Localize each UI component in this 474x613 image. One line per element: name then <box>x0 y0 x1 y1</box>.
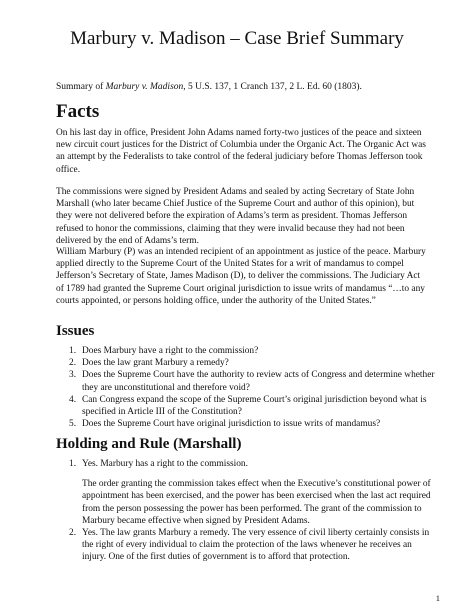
issue-number: 5. <box>69 419 77 430</box>
issue-text: Does the Supreme Court have the authority to review acts of Congress and determine whether they are unconstitutional and therefore void? <box>82 370 435 393</box>
issue-number: 3. <box>69 370 77 381</box>
holding-number: 1. <box>69 459 77 469</box>
issue-item <box>56 394 436 418</box>
holding-heading: Holding and Rule (Marshall) <box>56 436 242 452</box>
issues-heading: Issues <box>56 323 95 339</box>
issue-text: Can Congress expand the scope of the Supreme Court’s original jurisdiction beyond what is specified in Article III of the Constitution? <box>82 394 427 418</box>
holding-text: Yes. Marbury has a right to the commission. <box>82 459 248 469</box>
issue-text: Does the Supreme Court have original jurisdiction to issue writs of mandamus? <box>82 419 381 430</box>
issues-list <box>56 345 436 430</box>
issue-item <box>56 345 436 357</box>
holding-detail: The order granting the commission takes effect when the Executive’s constitutional power of appointment has been exercised, and the power has been exercised when the last act required from the person possessing the power has been performed. The grant of the commission to Marbury became effective when signed by President Adams. <box>82 479 431 526</box>
issue-number: 1. <box>69 346 77 356</box>
issue-item <box>56 357 436 369</box>
issue-number: 2. <box>69 358 77 369</box>
citation-suffix: , 5 U.S. 137, 1 Cranch 137, 2 L. Ed. 60 (1803). <box>183 82 362 92</box>
citation-prefix: Summary of <box>56 82 106 92</box>
page-number: 1 <box>435 593 440 603</box>
facts-paragraph: William Marbury (P) was an intended recipient of an appointment as justice of the peace. Marbury applied directly to the Supreme Court of the United States for a writ of mandamus to compel Jefferson’s Secretary of State, James Madison (D), to deliver the commissions. The Judiciary Act of 1789 had granted the Supreme Court original jurisdiction to issue writs of mandamus “…to any courts appointed, or persons holding office, under the authority of the United States.” <box>56 247 426 306</box>
issue-item <box>56 418 436 430</box>
holding-item <box>56 527 436 564</box>
issue-text: Does the law grant Marbury a remedy? <box>82 358 229 369</box>
page-title: Marbury v. Madison – Case Brief Summary <box>70 28 404 49</box>
citation-case-name: Marbury v. Madison <box>105 82 184 92</box>
holding-item <box>56 458 436 470</box>
facts-paragraph: On his last day in office, President John Adams named forty-two justices of the peace and sixteen new circuit court justices for the District of Columbia under the Organic Act. The Organic Act was an attempt by the Federalists to take control of the federal judiciary before Thomas Jefferson took office. <box>56 128 426 175</box>
issue-number: 4. <box>69 394 77 405</box>
issue-item <box>56 369 436 393</box>
facts-heading: Facts <box>56 101 100 122</box>
issue-text: Does Marbury have a right to the commission? <box>82 346 259 356</box>
case-citation <box>56 81 436 93</box>
holding-number: 2. <box>69 528 77 539</box>
holding-detail-wrapper <box>56 478 436 527</box>
facts-paragraph: The commissions were signed by President Adams and sealed by acting Secretary of State John Marshall (who later became Chief Justice of the Supreme Court and author of this opinion), but they were not delivered before the expiration of Adams’s term as president. Thomas Jefferson refused to honor the commissions, claiming that they were invalid because they had not been delivered by the end of Adams’s term. <box>56 187 415 246</box>
holding-text: Yes. The law grants Marbury a remedy. The very essence of civil liberty certainly consists in the right of every individual to claim the protection of the laws whenever he receives an injury. One of the first duties of government is to afford that protection. <box>82 528 430 563</box>
holding-list <box>56 458 436 564</box>
